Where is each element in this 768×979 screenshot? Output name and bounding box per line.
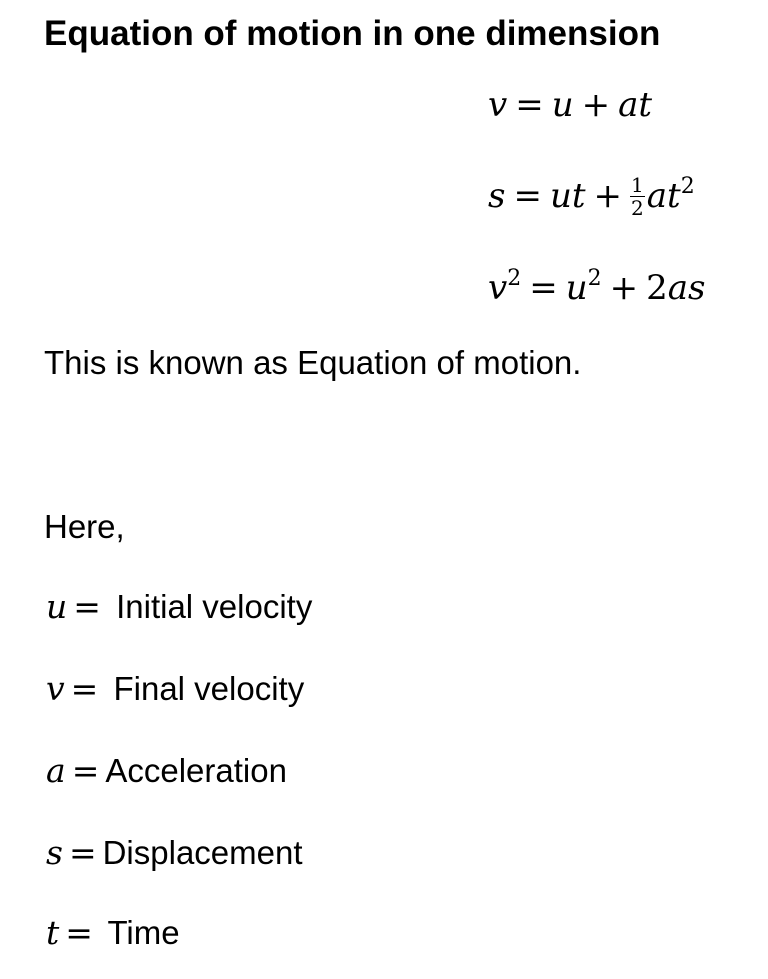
definition-text: Displacement (102, 834, 303, 871)
definition-text: Acceleration (105, 752, 287, 789)
eq2-plus: + (593, 176, 623, 216)
eq2-term2: at (646, 176, 681, 216)
eq3-coefficient: 2 (646, 268, 668, 308)
definition-variable: v (46, 669, 65, 708)
eq3-lhs: v (488, 268, 508, 308)
definition-equals: = (68, 833, 97, 872)
eq1-plus: + (581, 85, 611, 125)
definition-variable: a (46, 751, 66, 790)
fraction-denominator: 2 (631, 196, 644, 220)
eq2-term1: ut (549, 176, 586, 216)
definition-row (46, 833, 303, 872)
eq3-plus: + (609, 268, 639, 308)
eq1-term2: at (618, 85, 653, 125)
eq1-lhs: v (488, 85, 508, 125)
definition-row (46, 587, 313, 626)
fraction-numerator: 1 (631, 173, 644, 197)
page-title: Equation of motion in one dimension (44, 14, 661, 53)
eq1-equals: = (515, 85, 544, 125)
eq2-fraction (630, 174, 645, 219)
here-text: Here, (44, 508, 125, 545)
eq2-exponent: 2 (680, 174, 695, 199)
eq1-term1: u (551, 85, 574, 125)
definition-equals: = (70, 669, 99, 708)
equation-velocity (488, 85, 653, 125)
definition-variable: s (46, 833, 63, 872)
definition-equals: = (65, 913, 93, 952)
definition-row (46, 751, 287, 790)
definition-text: Final velocity (104, 670, 305, 707)
definition-text: Time (98, 914, 180, 951)
equation-velocity-squared (488, 266, 706, 308)
definition-variable: u (46, 587, 68, 626)
known-as-text: This is known as Equation of motion. (44, 344, 582, 381)
eq3-term2: as (667, 268, 706, 308)
definition-row (46, 913, 180, 952)
eq3-term1-exponent: 2 (587, 266, 602, 291)
definition-equals: = (73, 587, 101, 626)
definition-row (46, 669, 305, 708)
eq2-lhs: s (488, 176, 506, 216)
definition-equals: = (71, 751, 100, 790)
eq3-lhs-exponent: 2 (507, 266, 522, 291)
eq2-equals: = (513, 176, 542, 216)
definition-text: Initial velocity (106, 588, 313, 625)
eq3-equals: = (529, 268, 558, 308)
equation-displacement (488, 174, 695, 219)
eq3-term1: u (565, 268, 588, 308)
definition-variable: t (46, 913, 60, 952)
